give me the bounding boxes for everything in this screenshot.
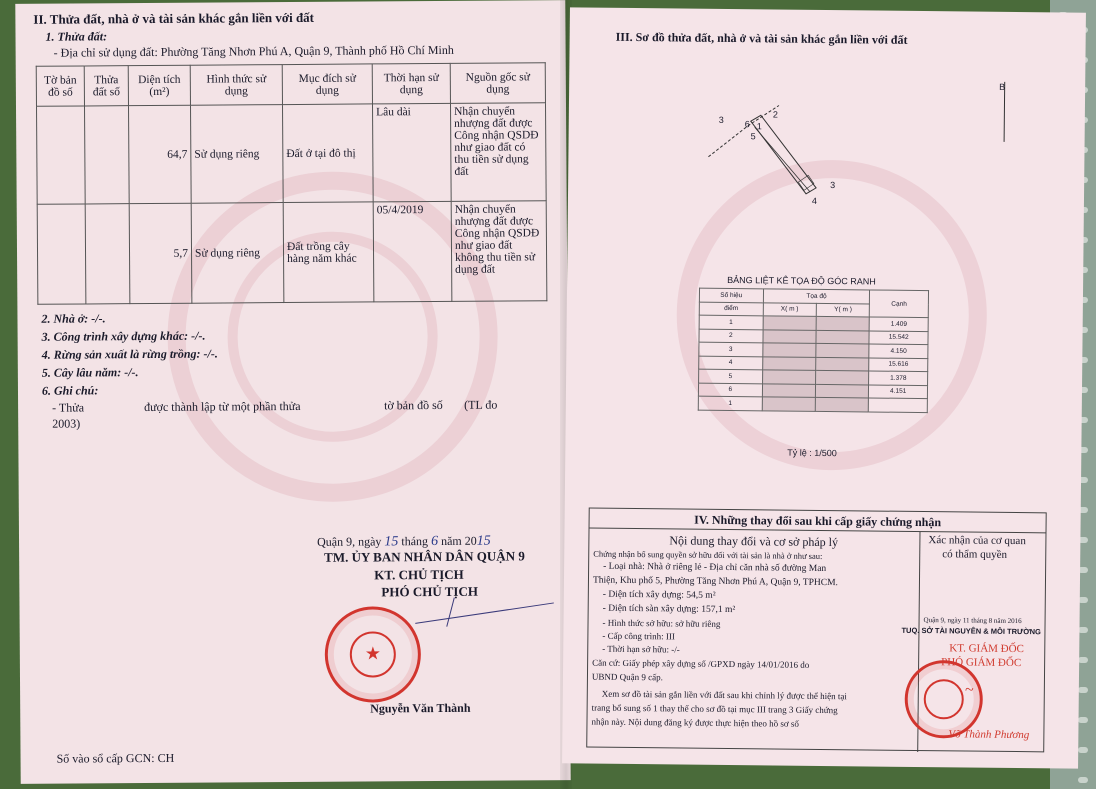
diagram-label: 3 <box>718 114 724 125</box>
certificate-left-page <box>15 0 570 784</box>
coord-table <box>698 288 929 413</box>
confirm-role: PHÓ GIÁM ĐỐC <box>941 656 1022 670</box>
diagram-label: 1 <box>756 121 762 132</box>
certificate-number: Số vào sổ cấp GCN: CH <box>56 750 175 766</box>
change-line: - Hình thức sở hữu: sở hữu riêng <box>602 617 721 629</box>
purpose-cell: Đất trồng cây hàng năm khác <box>283 202 374 303</box>
table-row: 3 4.150 <box>699 342 928 358</box>
issuing-org: TM. ỦY BAN NHÂN DÂN QUẬN 9 <box>324 548 525 565</box>
item-construction: 3. Công trình xây dựng khác: -/-. <box>41 328 206 344</box>
signer-role: PHÓ CHỦ TỊCH <box>381 583 479 600</box>
red-stamp-seal: ★ <box>325 606 422 703</box>
section-title: II. Thửa đất, nhà ở và tài sản khác gắn liền với đất <box>33 9 315 27</box>
diagram-label: 6 <box>744 119 750 130</box>
coord-header: Số hiệu <box>699 288 763 302</box>
change-line: trang bổ sung số 1 thay thế cho sơ đồ tại mục III trang 3 Giấy chứng <box>591 702 838 716</box>
change-line: nhận này. Nội dung đăng ký được thực hiện theo hồ sơ số <box>591 716 799 729</box>
change-line: Chứng nhận bổ sung quyền sở hữu đối với tài sản là nhà ở như sau: <box>593 548 823 561</box>
table-row: 1 1.409 <box>699 315 928 331</box>
handwritten-day: 15 <box>384 534 399 550</box>
item-forest: 4. Rừng sản xuất là rừng trồng: -/-. <box>41 346 218 362</box>
note-text: 2003) <box>52 416 81 431</box>
handwritten-signature: ~ <box>964 681 974 699</box>
change-line: Xem sơ đồ tài sản gắn liền với đất sau khi chỉnh lý được thể hiện tại <box>601 688 847 702</box>
north-label: B <box>999 81 1006 92</box>
issue-date: Quận 9, ngày 15 tháng 6 năm 2015 <box>316 533 491 550</box>
term-cell: 05/4/2019 <box>373 201 452 302</box>
purpose-cell: Đất ở tại đô thị <box>282 104 373 203</box>
confirm-col-header: có thẩm quyền <box>942 548 1008 561</box>
item-house: 2. Nhà ở: -/-. <box>41 311 106 326</box>
note-text: được thành lập từ một phần thửa <box>144 398 301 415</box>
coord-header: X( m ) <box>763 302 817 316</box>
note-text: (TL đo <box>464 397 498 412</box>
change-line: - Loại nhà: Nhà ở riêng lẻ - Địa chỉ căn nhà số đường Man <box>603 561 827 575</box>
term-cell: Lâu dài <box>372 103 451 202</box>
table-row: 1 <box>698 396 927 412</box>
diagram-label: 5 <box>750 131 756 142</box>
coord-header: điểm <box>699 302 763 316</box>
col-header: Thời hạn sử dụng <box>372 63 450 104</box>
coord-table-title: BẢNG LIỆT KÊ TỌA ĐỘ GÓC RANH <box>727 274 876 287</box>
item-perennial: 5. Cây lâu năm: -/-. <box>41 365 139 380</box>
table-row: 5 1.378 <box>699 369 928 385</box>
confirm-date: Quận 9, ngày 11 tháng 8 năm 2016 <box>923 616 1022 626</box>
change-line: - Cấp công trình: III <box>602 630 675 642</box>
origin-cell: Nhận chuyển nhượng đất được Công nhận QSDĐ như giao đất có thu tiền sử dụng đất <box>450 103 546 202</box>
change-line: - Thời hạn sở hữu: -/- <box>602 643 680 655</box>
signer-role: KT. CHỦ TỊCH <box>374 566 464 583</box>
signature <box>415 602 554 623</box>
diagram-label: 3 <box>830 180 836 191</box>
col-header: Thửa đất số <box>84 66 128 106</box>
coord-header: Y( m ) <box>816 303 870 317</box>
changes-section <box>586 508 1046 753</box>
confirm-signer: Võ Thành Phương <box>948 728 1030 742</box>
land-table <box>36 62 548 305</box>
form-cell: Sử dụng riêng <box>191 203 284 304</box>
rack-hole <box>1078 687 1088 693</box>
rack-hole <box>1078 777 1088 783</box>
land-address: - Địa chỉ sử dụng đất: Phường Tăng Nhơn Phú A, Quận 9, Thành phố Hồ Chí Minh <box>53 42 454 60</box>
change-line: Căn cứ: Giấy phép xây dựng số /GPXD ngày 14/01/2016 do <box>592 657 810 670</box>
col-header: Hình thức sử dụng <box>190 65 282 106</box>
handwritten-month: 6 <box>430 533 439 550</box>
diagram-label: 4 <box>811 195 818 206</box>
rack-hole <box>1078 657 1088 663</box>
coord-header: Cạnh <box>870 290 929 318</box>
note-text: - Thửa <box>52 400 85 415</box>
changes-title: IV. Những thay đổi sau khi cấp giấy chứng nhận <box>590 509 1046 534</box>
table-row <box>37 201 547 305</box>
confirm-col-header: Xác nhận của cơ quan <box>928 534 1026 548</box>
handwritten-year: 15 <box>476 533 491 549</box>
col-header: Mục đích sử dụng <box>282 64 372 105</box>
coord-header: Tọa độ <box>763 289 870 304</box>
origin-cell: Nhận chuyển nhượng đất được Công nhận QSDĐ như giao đất không thu tiền sử dụng đất <box>451 201 547 302</box>
rack-hole <box>1078 717 1088 723</box>
form-cell: Sử dụng riêng <box>190 105 283 204</box>
changes-col-header: Nội dung thay đổi và cơ sở pháp lý <box>669 533 839 550</box>
area-cell: 5,7 <box>129 203 192 303</box>
table-row <box>36 103 546 205</box>
note-text: tờ bản đồ số <box>384 397 443 413</box>
parcel-diagram <box>688 97 849 219</box>
section-title: III. Sơ đồ thửa đất, nhà ở và tài sản khác gắn liền với đất <box>615 29 908 47</box>
diagram-label: 2 <box>772 109 778 120</box>
land-heading: 1. Thửa đất: <box>45 29 108 44</box>
certificate-right-page <box>562 7 1086 768</box>
change-line: - Diện tích sàn xây dựng: 157,1 m² <box>602 603 736 616</box>
table-row: 4 15.616 <box>699 356 928 372</box>
change-line: Thiện, Khu phố 5, Phường Tăng Nhơn Phú A, Quận 9, TPHCM. <box>592 575 838 589</box>
table-row: 2 15.542 <box>699 329 928 345</box>
confirm-org: TUQ. SỞ TÀI NGUYÊN & MÔI TRƯỜNG <box>901 625 1041 637</box>
area-cell: 64,7 <box>128 105 191 203</box>
table-header-row <box>36 63 545 107</box>
map-scale: Tỷ lệ : 1/500 <box>787 447 837 459</box>
item-notes: 6. Ghi chú: <box>41 383 99 398</box>
col-header: Tờ bản đồ số <box>36 66 84 106</box>
change-line: UBND Quận 9 cấp. <box>591 671 664 683</box>
table-row: 6 4.151 <box>698 383 927 399</box>
change-line: - Diện tích xây dựng: 54,5 m² <box>602 589 716 601</box>
col-header: Diện tích (m²) <box>128 65 190 105</box>
col-header: Nguồn gốc sử dụng <box>450 63 545 104</box>
rack-hole <box>1078 747 1088 753</box>
signer-name: Nguyễn Văn Thành <box>370 700 471 716</box>
confirm-role: KT. GIÁM ĐỐC <box>949 642 1024 656</box>
